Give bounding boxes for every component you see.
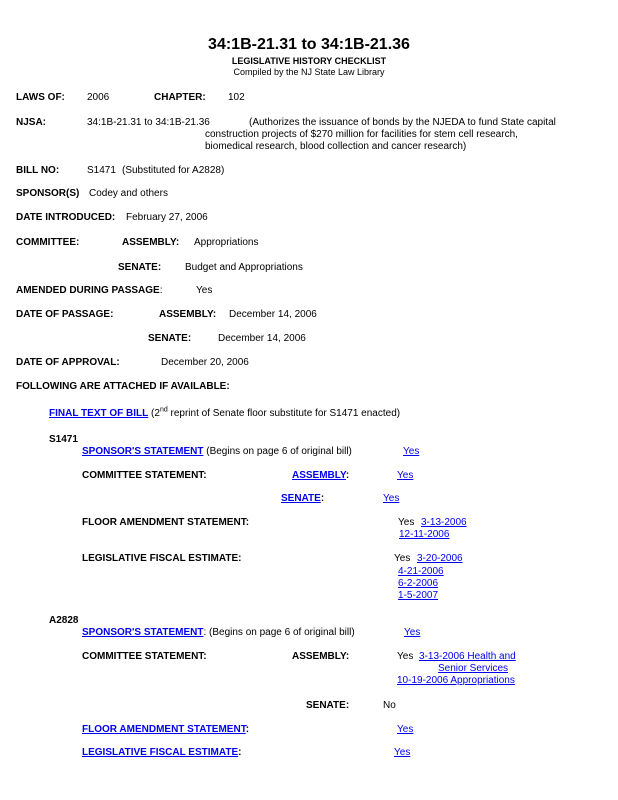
final-text-post: reprint of Senate floor substitute for S1471 enacted) bbox=[167, 408, 401, 419]
committee-assembly-value: Appropriations bbox=[194, 237, 259, 248]
a2828-heading: A2828 bbox=[49, 615, 79, 626]
committee-label: COMMITTEE: bbox=[16, 237, 80, 248]
njsa-description-line-3: biomedical research, blood collection and cancer research) bbox=[205, 141, 467, 152]
a2828-senate-value: No bbox=[383, 700, 396, 711]
page-title: 34:1B-21.31 to 34:1B-21.36 bbox=[208, 36, 410, 53]
a2828-floor-yes-link[interactable]: Yes bbox=[397, 724, 414, 735]
amended-label-row bbox=[16, 285, 163, 297]
amended-value: Yes bbox=[196, 285, 213, 296]
a2828-sponsor-yes-link[interactable]: Yes bbox=[404, 627, 421, 638]
a2828-fiscal-link[interactable]: LEGISLATIVE FISCAL ESTIMATE bbox=[82, 747, 239, 758]
s1471-fiscal-date-link[interactable]: 4-21-2006 bbox=[398, 566, 444, 577]
s1471-senate-row bbox=[281, 493, 324, 505]
njsa-description-line-2: construction projects of $270 million for facilities for stem cell research, bbox=[205, 129, 518, 140]
s1471-senate-yes-link[interactable]: Yes bbox=[383, 493, 400, 504]
laws-of-label: LAWS OF: bbox=[16, 92, 65, 103]
a2828-fiscal-yes-link[interactable]: Yes bbox=[394, 747, 411, 758]
committee-senate-value: Budget and Appropriations bbox=[185, 262, 303, 273]
s1471-fiscal-yes: Yes bbox=[394, 553, 411, 564]
passage-senate-value: December 14, 2006 bbox=[218, 333, 306, 344]
committee-senate-label: SENATE: bbox=[118, 262, 162, 273]
a2828-floor-colon: : bbox=[245, 724, 250, 735]
sponsors-value: Codey and others bbox=[89, 188, 168, 199]
s1471-senate-link[interactable]: SENATE bbox=[281, 493, 321, 504]
s1471-assembly-row bbox=[292, 470, 349, 482]
s1471-floor-label: FLOOR AMENDMENT STATEMENT: bbox=[82, 517, 250, 528]
a2828-assembly-yes: Yes bbox=[397, 651, 414, 662]
a2828-sponsor-row bbox=[82, 627, 355, 639]
final-text-link[interactable]: FINAL TEXT OF BILL bbox=[49, 408, 149, 419]
chapter-label: CHAPTER: bbox=[154, 92, 206, 103]
s1471-fiscal-date-link[interactable]: 6-2-2006 bbox=[398, 578, 439, 589]
passage-assembly-value: December 14, 2006 bbox=[229, 309, 317, 320]
final-text-row bbox=[49, 408, 400, 420]
s1471-sponsor-row bbox=[82, 446, 352, 458]
njsa-description-line-1: (Authorizes the issuance of bonds by the NJEDA to fund State capital bbox=[249, 117, 556, 128]
s1471-sponsor-statement-link[interactable]: SPONSOR'S STATEMENT bbox=[82, 446, 204, 457]
laws-of-value: 2006 bbox=[87, 92, 110, 103]
s1471-sponsor-note: (Begins on page 6 of original bill) bbox=[203, 446, 352, 457]
amended-label: AMENDED DURING PASSAGE bbox=[16, 285, 160, 296]
compiled-by: Compiled by the NJ State Law Library bbox=[233, 67, 385, 77]
s1471-floor-yes: Yes bbox=[398, 517, 415, 528]
attached-heading: FOLLOWING ARE ATTACHED IF AVAILABLE: bbox=[16, 381, 230, 392]
s1471-sponsor-yes-link[interactable]: Yes bbox=[403, 446, 420, 457]
njsa-value: 34:1B-21.31 to 34:1B-21.36 bbox=[87, 117, 210, 128]
date-introduced-label: DATE INTRODUCED: bbox=[16, 212, 116, 223]
final-text-pre: (2 bbox=[148, 408, 160, 419]
s1471-assembly-yes-link[interactable]: Yes bbox=[397, 470, 414, 481]
s1471-heading: S1471 bbox=[49, 434, 78, 445]
s1471-assembly-colon: : bbox=[345, 470, 350, 481]
a2828-assembly-entry-link[interactable]: 3-13-2006 Health and bbox=[419, 651, 516, 662]
page-subtitle: LEGISLATIVE HISTORY CHECKLIST bbox=[231, 56, 387, 66]
sponsors-label: SPONSOR(S) bbox=[16, 188, 80, 199]
a2828-sponsor-note: : (Begins on page 6 of original bill) bbox=[203, 627, 355, 638]
bill-no-label: BILL NO: bbox=[16, 165, 60, 176]
s1471-committee-label: COMMITTEE STATEMENT: bbox=[82, 470, 207, 481]
date-of-approval-value: December 20, 2006 bbox=[161, 357, 249, 368]
s1471-assembly-link[interactable]: ASSEMBLY bbox=[292, 470, 346, 481]
a2828-floor-link[interactable]: FLOOR AMENDMENT STATEMENT bbox=[82, 724, 246, 735]
a2828-assembly-label: ASSEMBLY: bbox=[292, 651, 350, 662]
s1471-fiscal-date-link[interactable]: 3-20-2006 bbox=[417, 553, 463, 564]
date-introduced-value: February 27, 2006 bbox=[126, 212, 208, 223]
a2828-sponsor-statement-link[interactable]: SPONSOR'S STATEMENT bbox=[82, 627, 204, 638]
a2828-fiscal-colon: : bbox=[238, 747, 242, 758]
s1471-fiscal-date-link[interactable]: 1-5-2007 bbox=[398, 590, 439, 601]
s1471-senate-colon: : bbox=[320, 493, 325, 504]
a2828-assembly-entry-link[interactable]: 10-19-2006 Appropriations bbox=[397, 675, 515, 686]
a2828-assembly-entry-link[interactable]: Senior Services bbox=[438, 663, 509, 674]
bill-no-value: S1471 bbox=[87, 165, 116, 176]
s1471-floor-date-link[interactable]: 3-13-2006 bbox=[421, 517, 467, 528]
chapter-value: 102 bbox=[228, 92, 245, 103]
passage-senate-label: SENATE: bbox=[148, 333, 192, 344]
a2828-senate-label: SENATE: bbox=[306, 700, 350, 711]
passage-assembly-label: ASSEMBLY: bbox=[159, 309, 217, 320]
date-of-approval-label: DATE OF APPROVAL: bbox=[16, 357, 120, 368]
amended-colon: : bbox=[159, 285, 163, 296]
s1471-floor-date-link[interactable]: 12-11-2006 bbox=[399, 529, 450, 540]
final-text-sup: nd bbox=[159, 406, 168, 414]
a2828-floor-row bbox=[82, 724, 249, 736]
a2828-committee-label: COMMITTEE STATEMENT: bbox=[82, 651, 207, 662]
committee-assembly-label: ASSEMBLY: bbox=[122, 237, 180, 248]
a2828-fiscal-row bbox=[82, 747, 241, 759]
s1471-fiscal-label: LEGISLATIVE FISCAL ESTIMATE: bbox=[82, 553, 242, 564]
njsa-label: NJSA: bbox=[16, 117, 47, 128]
date-of-passage-label: DATE OF PASSAGE: bbox=[16, 309, 114, 320]
bill-no-note: (Substituted for A2828) bbox=[122, 165, 225, 176]
